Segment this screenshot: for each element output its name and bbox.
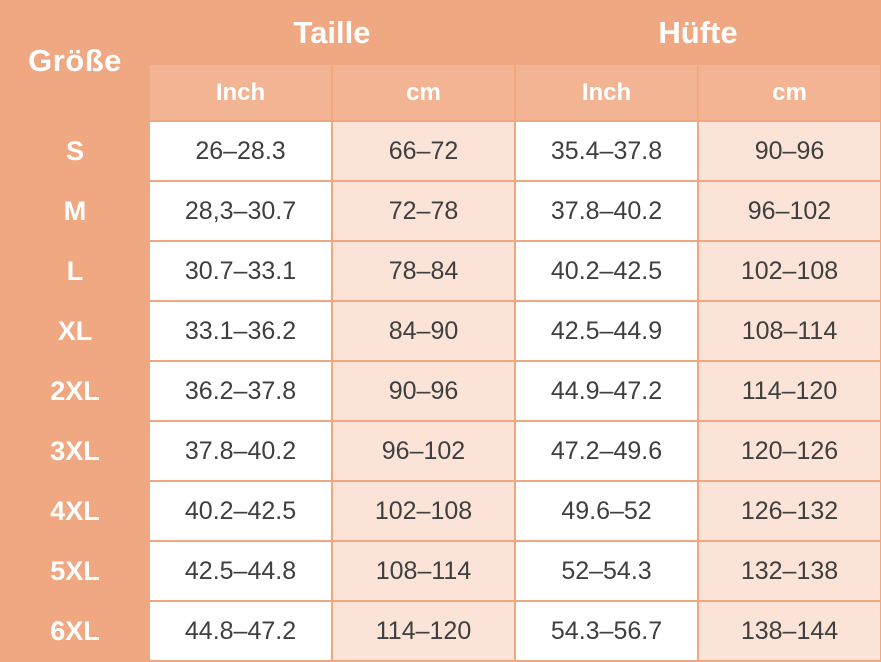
row-size-label: M [1,181,149,241]
table-row [1,361,881,421]
table-body [1,121,881,661]
cell-taille-cm: 102–108 [332,481,515,541]
table-row [1,601,881,661]
header-group-row [1,1,881,64]
cell-huefte-cm: 126–132 [698,481,881,541]
cell-huefte-inch: 37.8–40.2 [515,181,698,241]
cell-taille-inch: 36.2–37.8 [149,361,332,421]
cell-taille-cm: 96–102 [332,421,515,481]
cell-taille-inch: 26–28.3 [149,121,332,181]
cell-taille-inch: 28,3–30.7 [149,181,332,241]
table-row [1,541,881,601]
cell-huefte-cm: 96–102 [698,181,881,241]
cell-huefte-cm: 132–138 [698,541,881,601]
cell-huefte-inch: 54.3–56.7 [515,601,698,661]
table-row [1,241,881,301]
header-group-taille: Taille [149,1,515,64]
cell-taille-cm: 114–120 [332,601,515,661]
header-huefte-cm: cm [698,64,881,121]
cell-taille-cm: 72–78 [332,181,515,241]
row-size-label: S [1,121,149,181]
table-row [1,421,881,481]
cell-taille-inch: 44.8–47.2 [149,601,332,661]
header-group-huefte: Hüfte [515,1,881,64]
row-size-label: 6XL [1,601,149,661]
cell-huefte-cm: 114–120 [698,361,881,421]
cell-taille-inch: 30.7–33.1 [149,241,332,301]
cell-huefte-cm: 90–96 [698,121,881,181]
header-taille-cm: cm [332,64,515,121]
cell-huefte-inch: 42.5–44.9 [515,301,698,361]
cell-taille-cm: 84–90 [332,301,515,361]
header-huefte-inch: Inch [515,64,698,121]
cell-huefte-inch: 40.2–42.5 [515,241,698,301]
cell-huefte-inch: 52–54.3 [515,541,698,601]
cell-taille-cm: 78–84 [332,241,515,301]
cell-taille-inch: 37.8–40.2 [149,421,332,481]
table-row [1,481,881,541]
cell-taille-inch: 33.1–36.2 [149,301,332,361]
cell-huefte-inch: 35.4–37.8 [515,121,698,181]
cell-taille-inch: 40.2–42.5 [149,481,332,541]
header-size-label: Größe [1,1,149,121]
row-size-label: 4XL [1,481,149,541]
row-size-label: 2XL [1,361,149,421]
table-row [1,301,881,361]
row-size-label: XL [1,301,149,361]
row-size-label: L [1,241,149,301]
cell-huefte-inch: 49.6–52 [515,481,698,541]
header-taille-inch: Inch [149,64,332,121]
cell-huefte-cm: 138–144 [698,601,881,661]
cell-huefte-inch: 47.2–49.6 [515,421,698,481]
cell-huefte-cm: 108–114 [698,301,881,361]
cell-huefte-cm: 120–126 [698,421,881,481]
row-size-label: 3XL [1,421,149,481]
table-row [1,181,881,241]
cell-taille-cm: 90–96 [332,361,515,421]
cell-taille-cm: 108–114 [332,541,515,601]
cell-taille-cm: 66–72 [332,121,515,181]
table-row [1,121,881,181]
table-header [1,1,881,121]
cell-taille-inch: 42.5–44.8 [149,541,332,601]
cell-huefte-cm: 102–108 [698,241,881,301]
row-size-label: 5XL [1,541,149,601]
cell-huefte-inch: 44.9–47.2 [515,361,698,421]
